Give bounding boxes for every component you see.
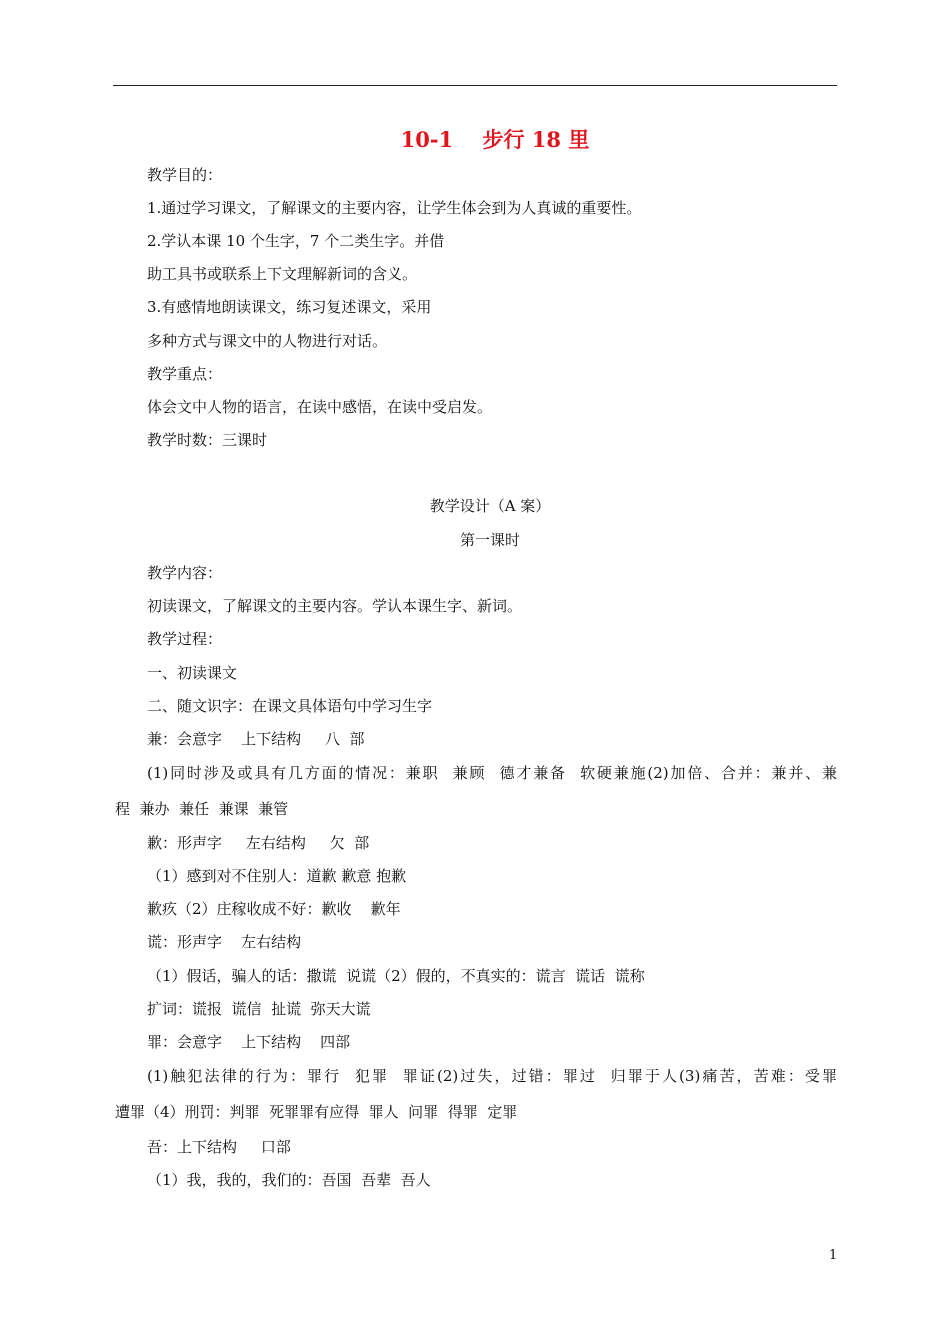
lesson-title: 10-1 步行 18 里 — [400, 127, 590, 152]
text-line: 吾：上下结构 口部 — [147, 1138, 291, 1156]
header-rule — [113, 85, 837, 86]
text-line: 1.通过学习课文，了解课文的主要内容，让学生体会到为人真诚的重要性。 — [147, 199, 642, 217]
text-line: 教学内容： — [147, 564, 223, 582]
text-line: 谎：形声字 左右结构 — [147, 933, 302, 951]
text-line: 3.有感情地朗读课文，练习复述课文，采用 — [147, 298, 432, 316]
text-line: 多种方式与课文中的人物进行对话。 — [147, 332, 388, 350]
text-line: 兼：会意字 上下结构 八 部 — [147, 730, 365, 748]
text-line: 一、初读课文 — [147, 664, 238, 682]
text-line: 教学目的： — [147, 166, 223, 184]
text-line: 扩词：谎报 谎信 扯谎 弥天大谎 — [147, 1000, 371, 1018]
text-line: (1)触犯法律的行为：罪行 犯罪 罪证(2)过失，过错：罪过 归罪于人(3)痛苦，苦难：受罪 — [147, 1067, 837, 1085]
page-number: 1 — [829, 1248, 838, 1263]
text-line: 助工具书或联系上下文理解新词的含义。 — [147, 265, 418, 283]
text-line: 教学重点： — [147, 365, 223, 383]
text-line: 遭罪（4）刑罚：判罪 死罪罪有应得 罪人 问罪 得罪 定罪 — [115, 1103, 518, 1121]
text-line: （1）感到对不住别人：道歉 歉意 抱歉 — [147, 867, 407, 885]
text-line: 2.学认本课 10 个生字，7 个二类生字。并借 — [147, 232, 445, 250]
text-line: 罪：会意字 上下结构 四部 — [147, 1033, 351, 1051]
text-line: （1）我，我的，我们的：吾国 吾辈 吾人 — [147, 1171, 431, 1189]
text-line: 歉疚（2）庄稼收成不好：歉收 歉年 — [147, 900, 401, 918]
text-line: 教学时数：三课时 — [147, 431, 268, 449]
section-subheading: 第一课时 — [459, 531, 520, 549]
text-line: (1)同时涉及或具有几方面的情况：兼职 兼顾 德才兼备 软硬兼施(2)加倍、合并：兼并、兼 — [147, 764, 837, 782]
text-line: 程 兼办 兼任 兼课 兼管 — [115, 800, 289, 818]
text-line: 歉：形声字 左右结构 欠 部 — [147, 834, 370, 852]
text-line: （1）假话，骗人的话：撒谎 说谎（2）假的，不真实的：谎言 谎话 谎称 — [147, 967, 645, 985]
text-line: 教学过程： — [147, 630, 223, 648]
section-heading: 教学设计（A 案） — [429, 497, 551, 515]
text-line: 二、随文识字：在课文具体语句中学习生字 — [147, 697, 433, 715]
text-line: 体会文中人物的语言，在读中感悟，在读中受启发。 — [147, 398, 493, 416]
text-line: 初读课文，了解课文的主要内容。学认本课生字、新词。 — [147, 597, 523, 615]
